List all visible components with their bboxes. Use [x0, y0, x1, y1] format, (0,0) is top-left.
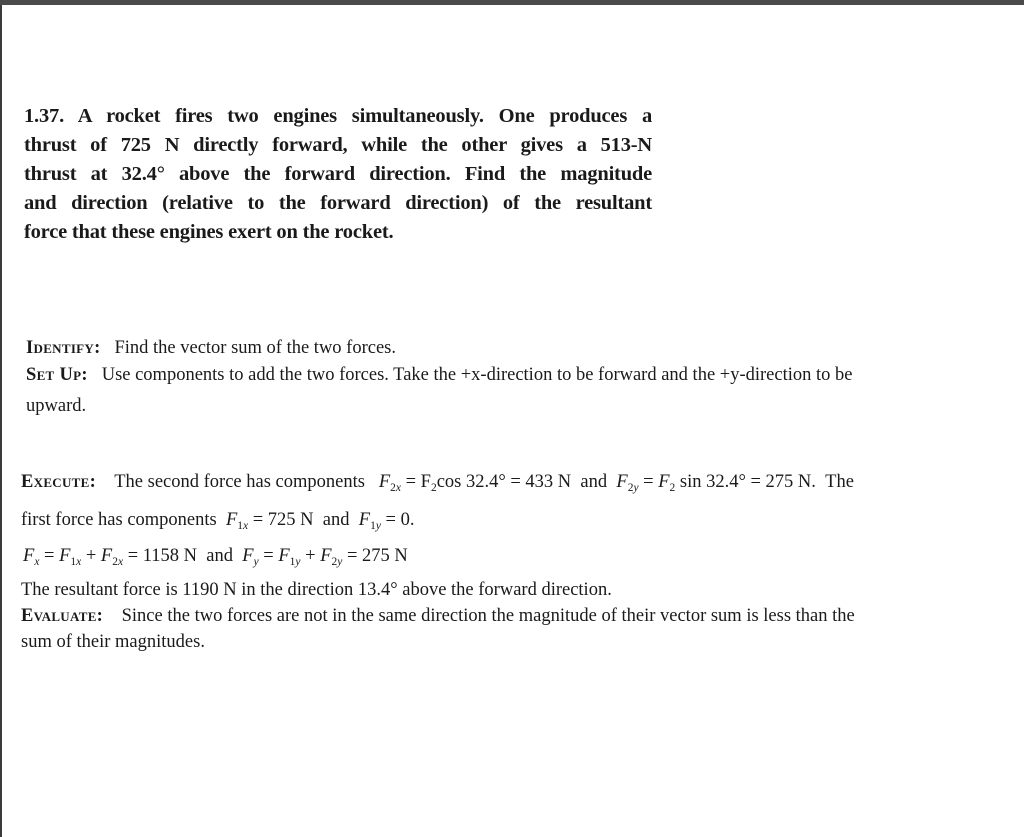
identify-line	[26, 338, 396, 359]
problem-statement	[24, 102, 664, 247]
evaluate-label: Evaluate:	[21, 606, 104, 626]
execute-line-2: first force has components $F_{1x} = 725$ N and $F_{1y} = 0$.	[21, 510, 415, 532]
problem-number: 1.37.	[24, 105, 65, 127]
problem-line-1: 1.37. A rocket fires two engines simultaneously. One produces a	[24, 105, 653, 127]
execute-label: Execute:	[21, 472, 97, 492]
problem-line-4: and direction (relative to the forward direction) of the resultant	[24, 192, 652, 214]
execute-line-3: $F_x = F_{1x} + F_{2x} = 1158$ N and $F_y = F_{1y} + F_{2y} = 275$ N	[23, 546, 408, 568]
document-page	[0, 5, 1024, 837]
evaluate-line-1	[21, 606, 855, 627]
setup-line-1	[26, 365, 852, 386]
f2y-equation: $F_{2y} = F_2$ sin 32.4° = 275 N.	[616, 472, 816, 494]
f1y-equation: $F_{1y} = 0$.	[358, 510, 415, 532]
evaluate-text-1: Since the two forces are not in the same direction the magnitude of their vector sum is less than the	[121, 606, 855, 626]
identify-text: Find the vector sum of the two forces.	[114, 338, 396, 358]
setup-line-2: upward.	[26, 396, 87, 416]
setup-label: Set Up:	[26, 365, 88, 385]
f2x-equation: $F_{2x} = F_2\cos$ 32.4° = 433 N	[378, 472, 572, 494]
problem-line-3: thrust at 32.4° above the forward direction. Find the magnitude	[24, 163, 652, 185]
fy-equation: $F_y = F_{1y} + F_{2y} = 275$ N	[242, 546, 408, 568]
problem-line-5: force that these engines exert on the rocket.	[24, 221, 394, 243]
setup-text-1: Use components to add the two forces. Take the +x-direction to be forward and the +y-direction to be	[101, 365, 853, 385]
evaluate-line-2: sum of their magnitudes.	[21, 632, 205, 652]
problem-line-2: thrust of 725 N directly forward, while the other gives a 513-N	[24, 134, 652, 156]
fx-equation: $F_x = F_{1x} + F_{2x} = 1158$ N	[23, 546, 198, 568]
execute-result: The resultant force is 1190 N in the direction 13.4° above the forward direction.	[21, 580, 612, 600]
execute-line-1: Execute: The second force has components $F_{2x} = F_2\cos$ 32.4° = 433 N and $F_{2y} = F_2$ sin 32.4° = 275 N. The	[21, 472, 854, 494]
f1x-equation: $F_{1x} = 725$ N	[225, 510, 314, 532]
identify-label: Identify:	[26, 338, 101, 358]
